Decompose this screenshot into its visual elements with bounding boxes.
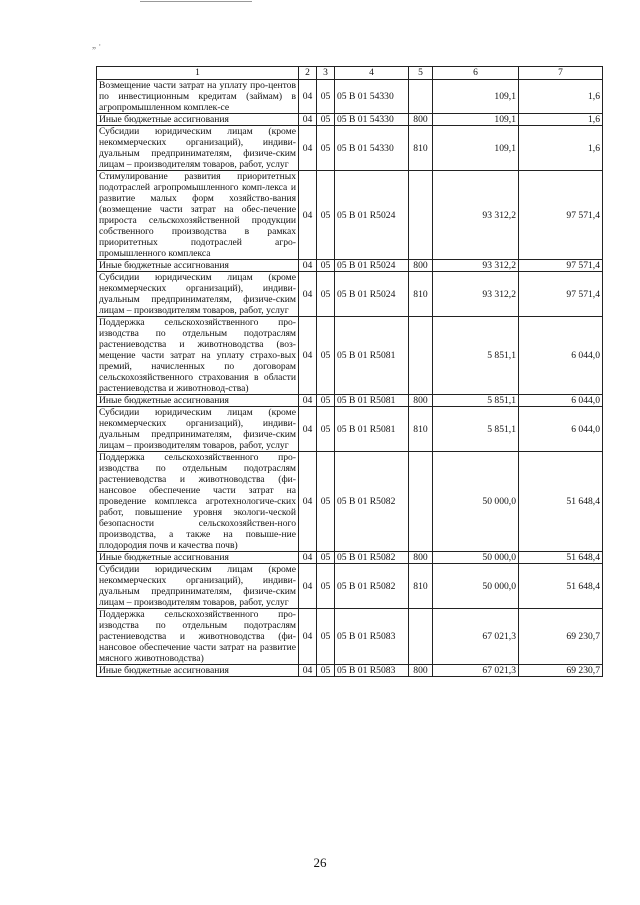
amount-col-6: 50 000,0	[433, 452, 519, 552]
table-row	[97, 260, 603, 272]
target-article-code: 05 В 01 R5081	[335, 395, 409, 407]
amount-col-6: 50 000,0	[433, 564, 519, 609]
expense-type-code: 800	[409, 395, 433, 407]
table-row	[97, 114, 603, 126]
subsection-code: 05	[317, 407, 335, 452]
section-code: 04	[299, 452, 317, 552]
subsection-code: 05	[317, 80, 335, 114]
column-header-7: 7	[519, 67, 603, 80]
row-name: Возмещение части затрат на уплату про-центов по инвестиционным кредитам (займам) в агропромышленном комплек-се	[97, 80, 299, 114]
row-name: Поддержка сельскохозяйственного про-изводства по отдельным подотраслям растениеводства и животноводства (воз-мещение части затрат на уплату страхо-вых премий, начисленных по договорам сельскохозяйственного страхования в области растениеводства и животновод-ства)	[97, 317, 299, 395]
amount-col-6: 5 851,1	[433, 395, 519, 407]
table-header-row	[97, 67, 603, 80]
amount-col-7: 6 044,0	[519, 407, 603, 452]
section-code: 04	[299, 260, 317, 272]
subsection-code: 05	[317, 609, 335, 665]
amount-col-7: 1,6	[519, 114, 603, 126]
target-article-code: 05 В 01 R5083	[335, 665, 409, 677]
table-body	[97, 80, 603, 677]
expense-type-code	[409, 80, 433, 114]
amount-col-6: 109,1	[433, 80, 519, 114]
row-name: Иные бюджетные ассигнования	[97, 665, 299, 677]
row-name: Субсидии юридическим лицам (кроме некоммерческих организаций), индиви-дуальным предпринимателям, физиче-ским лицам – производителям товаров, работ, услуг	[97, 564, 299, 609]
scan-speck: „ ·	[92, 40, 102, 50]
expense-type-code: 810	[409, 126, 433, 171]
row-name: Субсидии юридическим лицам (кроме некоммерческих организаций), индиви-дуальным предпринимателям, физиче-ским лицам – производителям товаров, работ, услуг	[97, 407, 299, 452]
column-header-4: 4	[335, 67, 409, 80]
row-name: Стимулирование развития приоритетных подотраслей агропромышленного комп-лекса и развитие малых форм хозяйство-вания (возмещение части затрат на обес-печение прироста сельскохозяйственной продукции собственного производства в рамках приоритетных подотраслей агро-промышленного комплекса	[97, 171, 299, 260]
section-code: 04	[299, 272, 317, 317]
amount-col-6: 67 021,3	[433, 609, 519, 665]
table-row	[97, 272, 603, 317]
amount-col-6: 93 312,2	[433, 171, 519, 260]
section-code: 04	[299, 552, 317, 564]
section-code: 04	[299, 564, 317, 609]
table-row	[97, 395, 603, 407]
column-header-1: 1	[97, 67, 299, 80]
subsection-code: 05	[317, 564, 335, 609]
section-code: 04	[299, 80, 317, 114]
table-row	[97, 407, 603, 452]
amount-col-6: 5 851,1	[433, 317, 519, 395]
amount-col-6: 109,1	[433, 114, 519, 126]
subsection-code: 05	[317, 552, 335, 564]
section-code: 04	[299, 407, 317, 452]
target-article-code: 05 В 01 54330	[335, 80, 409, 114]
subsection-code: 05	[317, 171, 335, 260]
expense-type-code: 810	[409, 564, 433, 609]
page-number: 26	[313, 855, 327, 870]
amount-col-7: 6 044,0	[519, 317, 603, 395]
target-article-code: 05 В 01 54330	[335, 114, 409, 126]
amount-col-7: 51 648,4	[519, 564, 603, 609]
amount-col-7: 1,6	[519, 126, 603, 171]
column-header-5: 5	[409, 67, 433, 80]
table-row	[97, 609, 603, 665]
target-article-code: 05 В 01 R5083	[335, 609, 409, 665]
section-code: 04	[299, 395, 317, 407]
subsection-code: 05	[317, 114, 335, 126]
amount-col-6: 67 021,3	[433, 665, 519, 677]
scan-mark	[140, 1, 252, 2]
amount-col-7: 97 571,4	[519, 171, 603, 260]
amount-col-7: 51 648,4	[519, 452, 603, 552]
amount-col-6: 93 312,2	[433, 272, 519, 317]
subsection-code: 05	[317, 665, 335, 677]
subsection-code: 05	[317, 452, 335, 552]
row-name: Иные бюджетные ассигнования	[97, 114, 299, 126]
table-row	[97, 317, 603, 395]
table-row	[97, 171, 603, 260]
amount-col-7: 1,6	[519, 80, 603, 114]
table-row	[97, 665, 603, 677]
target-article-code: 05 В 01 R5082	[335, 552, 409, 564]
target-article-code: 05 В 01 R5081	[335, 407, 409, 452]
amount-col-6: 109,1	[433, 126, 519, 171]
expense-type-code: 800	[409, 552, 433, 564]
row-name: Субсидии юридическим лицам (кроме некоммерческих организаций), индиви-дуальным предпринимателям, физиче-ским лицам – производителям товаров, работ, услуг	[97, 272, 299, 317]
target-article-code: 05 В 01 R5024	[335, 272, 409, 317]
table-row	[97, 552, 603, 564]
expense-type-code: 800	[409, 665, 433, 677]
target-article-code: 05 В 01 R5081	[335, 317, 409, 395]
table-row	[97, 452, 603, 552]
table-row	[97, 126, 603, 171]
expense-type-code: 800	[409, 114, 433, 126]
expense-type-code: 800	[409, 260, 433, 272]
target-article-code: 05 В 01 54330	[335, 126, 409, 171]
section-code: 04	[299, 171, 317, 260]
amount-col-6: 93 312,2	[433, 260, 519, 272]
amount-col-7: 69 230,7	[519, 665, 603, 677]
target-article-code: 05 В 01 R5082	[335, 452, 409, 552]
row-name: Поддержка сельскохозяйственного про-изводства по отдельным подотраслям растениеводства и животноводства (фи-нансовое обеспечение части затрат на развитие мясного животноводства)	[97, 609, 299, 665]
column-header-2: 2	[299, 67, 317, 80]
row-name: Субсидии юридическим лицам (кроме некоммерческих организаций), индиви-дуальным предпринимателям, физиче-ским лицам – производителям товаров, работ, услуг	[97, 126, 299, 171]
budget-table	[96, 66, 603, 677]
column-header-3: 3	[317, 67, 335, 80]
amount-col-7: 6 044,0	[519, 395, 603, 407]
expense-type-code: 810	[409, 407, 433, 452]
row-name: Иные бюджетные ассигнования	[97, 260, 299, 272]
section-code: 04	[299, 114, 317, 126]
target-article-code: 05 В 01 R5024	[335, 171, 409, 260]
subsection-code: 05	[317, 272, 335, 317]
expense-type-code	[409, 452, 433, 552]
target-article-code: 05 В 01 R5082	[335, 564, 409, 609]
section-code: 04	[299, 317, 317, 395]
column-header-6: 6	[433, 67, 519, 80]
subsection-code: 05	[317, 260, 335, 272]
amount-col-7: 97 571,4	[519, 260, 603, 272]
amount-col-7: 51 648,4	[519, 552, 603, 564]
expense-type-code: 810	[409, 272, 433, 317]
expense-type-code	[409, 317, 433, 395]
section-code: 04	[299, 126, 317, 171]
row-name: Поддержка сельскохозяйственного про-изводства по отдельным подотраслям растениеводства и животноводства (фи-нансовое обеспечение части затрат на проведение комплекса агротехнологиче-ских работ, повышение уровня экологи-ческой безопасности сельскохозяйствен-ного производства, а также на повыше-ние плодородия почв и качества почв)	[97, 452, 299, 552]
target-article-code: 05 В 01 R5024	[335, 260, 409, 272]
row-name: Иные бюджетные ассигнования	[97, 395, 299, 407]
amount-col-7: 69 230,7	[519, 609, 603, 665]
table-row	[97, 80, 603, 114]
row-name: Иные бюджетные ассигнования	[97, 552, 299, 564]
subsection-code: 05	[317, 317, 335, 395]
amount-col-6: 5 851,1	[433, 407, 519, 452]
expense-type-code	[409, 609, 433, 665]
amount-col-7: 97 571,4	[519, 272, 603, 317]
subsection-code: 05	[317, 126, 335, 171]
expense-type-code	[409, 171, 433, 260]
section-code: 04	[299, 665, 317, 677]
section-code: 04	[299, 609, 317, 665]
subsection-code: 05	[317, 395, 335, 407]
table-row	[97, 564, 603, 609]
amount-col-6: 50 000,0	[433, 552, 519, 564]
